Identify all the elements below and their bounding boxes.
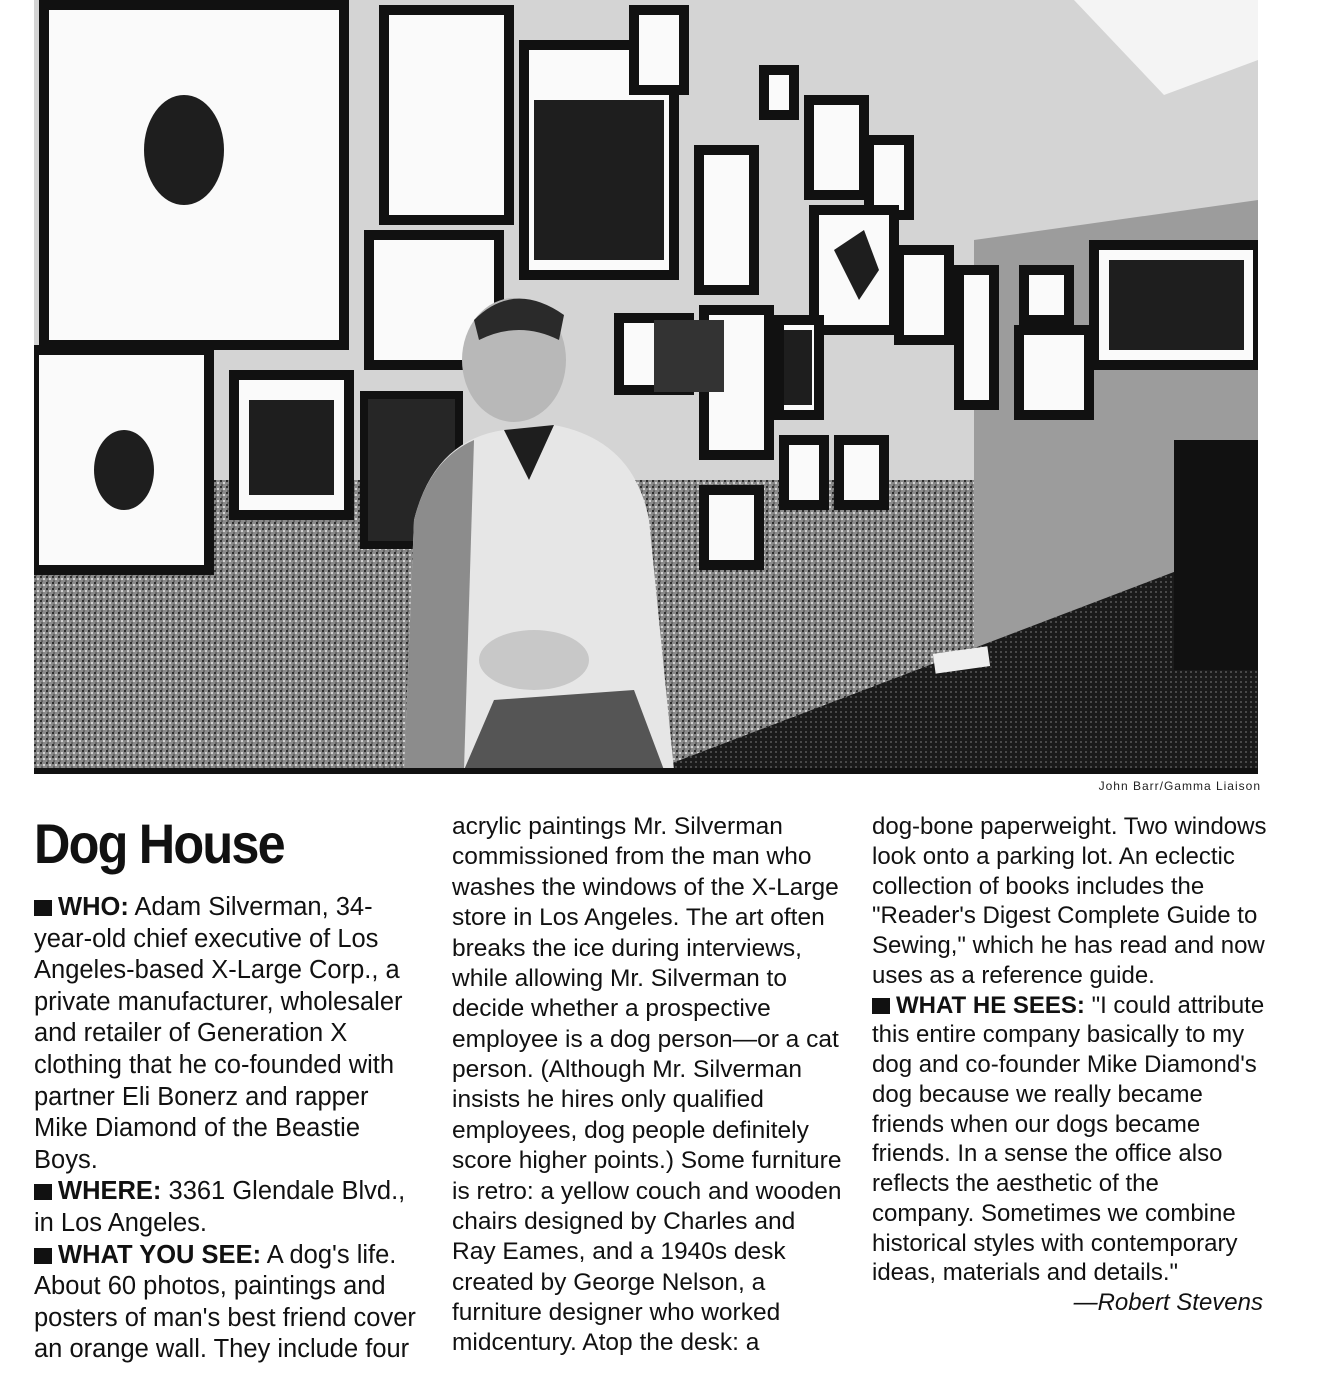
what-you-see-text-part2: acrylic paintings Mr. Silverman commissioned from the man who washes the windows of the X-Large store in Los Angeles. The art often breaks the ice during interviews, while allowing Mr. Silverman to decide whether a prospective employee is a dog person—or a cat person. (Although Mr. Silverman insists he hires only qualified employees, dog people definitely score higher points.) Some furniture is retro: a yellow couch and wooden chairs designed by Charles and Ray Eames, and a 1940s desk created by George Nelson, a furniture designer who worked midcentury. Atop the desk: a [452,813,842,1357]
where-text: 3361 Glendale Blvd., in Los Angeles. [34,1177,406,1237]
article-column-3 [872,812,1267,1318]
byline: —Robert Stevens [1073,1289,1263,1317]
headline: Dog House [34,812,284,875]
bullet-square-icon [872,998,890,1014]
where-label: WHERE: [58,1177,162,1206]
bullet-square-icon [34,900,52,916]
bullet-square-icon [34,1184,52,1200]
where-entry [34,1176,419,1239]
what-you-see-text-part3: dog-bone paperweight. Two windows look onto a parking lot. An eclectic collection of books includes the "Reader's Digest Complete Guide to Sewing," which he has read and now uses as a reference guide. [872,813,1267,989]
what-you-see-label: WHAT YOU SEE: [58,1240,262,1269]
article-column-1 [34,812,419,1366]
article-column-2 [452,812,844,1359]
photo-credit: John Barr/Gamma Liaison [1098,779,1261,793]
who-text: Adam Silverman, 34-year-old chief executive of Los Angeles-based X-Large Corp., a private manufacturer, wholesaler and retailer of Generation X clothing that he co-founded with partner Eli Bonerz and rapper Mike Diamond of the Beastie Boys. [34,893,403,1174]
what-you-see-text-part1: A dog's life. About 60 photos, paintings and posters of man's best friend cover an orange wall. They include four [34,1240,416,1364]
photo-bottom-rule [34,768,1258,774]
who-entry [34,892,419,1176]
office-photo [34,0,1258,770]
what-you-see-entry [34,1240,419,1366]
who-label: WHO: [58,893,129,921]
what-he-sees-text: "I could attribute this entire company basically to my dog and co-founder Mike Diamond's dog because we really became friends when our dogs became friends. In a sense the office also reflects the aesthetic of the company. Sometimes we combine historical styles with contemporary ideas, materials and details." [872,991,1265,1287]
what-he-sees-entry [872,991,1267,1289]
bullet-square-icon [34,1248,52,1264]
office-with-framed-dog-art-photo-icon [34,0,1258,770]
what-he-sees-label: WHAT HE SEES: [896,991,1085,1019]
